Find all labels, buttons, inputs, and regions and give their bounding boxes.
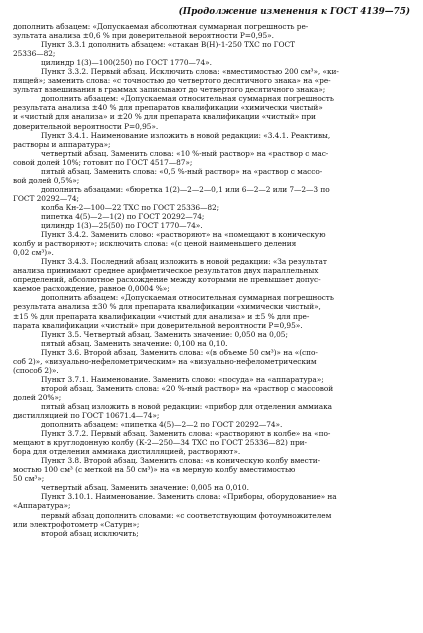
- text-line: анализа принимают среднее арифметическое результатов двух параллельных: [13, 266, 319, 276]
- text-line: дополнить абзацем: «пипетка 4(5)—2—2 по ГОСТ 20292—74».: [41, 420, 283, 430]
- text-line: второй абзац исключить;: [41, 528, 139, 538]
- text-line: Пункт 3.7.1. Наименование. Заменить слово: «посуда» на «аппаратура»;: [41, 374, 324, 384]
- text-line: Пункт 3.4.2. Заменить слово: «растворяют» на «помещают в коническую: [41, 230, 326, 240]
- text-line: «Аппаратура»;: [13, 501, 71, 511]
- text-line: четвертый абзац. Заменить слова: «10 %-ный раствор» на «раствор с мас-: [41, 148, 329, 158]
- text-line: Пункт 3.5. Четвертый абзац. Заменить значение: 0,050 на 0,05;: [41, 329, 288, 339]
- text-line: доверительной вероятности P=0,95».: [13, 121, 159, 131]
- text-line: зультат взвешивания в граммах записывают до четвертого десятичного знака»;: [13, 85, 326, 95]
- text-line: пятый абзац. Заменить значение: 0,100 на 0,10.: [41, 338, 228, 348]
- text-line: парата квалификации «чистый» при доверительной вероятности P=0,95».: [13, 320, 303, 330]
- text-line: 50 см³»;: [13, 474, 45, 484]
- text-line: Пункт 3.3.2. Первый абзац. Исключить слова: «вместимостью 200 см³», «ки-: [41, 67, 339, 77]
- text-line: колбу и растворяют»; исключить слова: «(с ценой наименьшего деления: [13, 239, 297, 249]
- text-line: вой долей 0,5%»;: [13, 175, 80, 185]
- text-line: дистилляцией по ГОСТ 10671.4—74»;: [13, 411, 160, 421]
- text-line: зультата анализа ±0,6 % при доверительной вероятности P=0,95».: [13, 31, 274, 41]
- text-line: дополнить абзацем: «Допускаемая относительная суммарная погрешность: [41, 293, 334, 303]
- text-line: и «чистый для анализа» и ±20 % для препарата квалификации «чистый» при: [13, 112, 316, 122]
- text-line: растворы и аппаратура»;: [13, 139, 111, 149]
- text-line: ГОСТ 20292—74;: [13, 193, 79, 203]
- text-line: второй абзац. Заменить слова: «20 %-ный раствор» на «раствор с массовой: [41, 383, 334, 393]
- text-line: мостью 100 см³ (с меткой на 50 см³)» на «в мерную колбу вместимостью: [13, 465, 296, 475]
- text-line: результата анализа ±30 % для препарата квалификации «химически чистый»,: [13, 302, 321, 312]
- page-header: (Продолжение изменения к ГОСТ 4139—75): [178, 7, 410, 17]
- text-line: пятый абзац. Заменить слова: «0,5 %-ный раствор» на «раствор с массо-: [41, 166, 323, 176]
- text-line: четвертый абзац. Заменить значение: 0,005 на 0,010.: [41, 483, 249, 493]
- text-line: Пункт 3.3.1 дополнить абзацем: «стакан В(Н)-1-250 ТХС по ГОСТ: [41, 40, 295, 50]
- text-line: дополнить абзацем: «Допускаемая относительная суммарная погрешность: [41, 94, 334, 104]
- text-line: дополнить абзацами: «бюретка 1(2)—2—2—0,1 или 6—2—2 или 7—2—3 по: [41, 184, 330, 194]
- text-line: определений, абсолютное расхождение между которыми не превышает допус-: [13, 275, 321, 285]
- text-line: Пункт 3.10.1. Наименование. Заменить слова: «Приборы, оборудование» на: [41, 492, 337, 502]
- text-line: Пункт 3.4.3. Последний абзац изложить в новой редакции: «За результат: [41, 257, 327, 267]
- text-line: соб 2)», «визуально-нефелометрическим» на «визуально-нефелометрическим: [13, 356, 317, 366]
- text-line: цилиндр 1(3)—100(250) по ГОСТ 1770—74».: [41, 58, 212, 68]
- text-line: пящей»; заменить слова: «с точностью до четвертого десятичного знака» на «ре-: [13, 76, 331, 86]
- text-line: колба Кн-2—100—22 ТХС по ГОСТ 25336—82;: [41, 202, 220, 212]
- text-line: пятый абзац изложить в новой редакции: «прибор для отделения аммиака: [41, 401, 333, 411]
- text-line: Пункт 3.7.2. Первый абзац. Заменить слова: «растворяют в колбе» на «по-: [41, 429, 331, 439]
- text-line: цилиндр 1(3)—25(50) по ГОСТ 1770—74».: [41, 221, 203, 231]
- text-line: (способ 2)».: [13, 365, 59, 375]
- text-line: или электрофотометр «Сатурн»;: [13, 519, 140, 529]
- text-line: совой долей 10%; готовят по ГОСТ 4517—87»;: [13, 157, 193, 167]
- text-line: долей 20%»;: [13, 392, 62, 402]
- document-body: [13, 22, 410, 538]
- text-line: результата анализа ±40 % для препаратов квалификации «химически чистый»: [13, 103, 323, 113]
- text-line: Пункт 3.8. Второй абзац. Заменить слова: «в коническую колбу вмести-: [41, 456, 321, 466]
- text-line: 0,02 см³)».: [13, 248, 54, 258]
- text-line: каемое расхождение, равное 0,0004 %»;: [13, 284, 170, 294]
- text-line: Пункт 3.6. Второй абзац. Заменить слова: «(в объеме 50 см³)» на «(спо-: [41, 347, 318, 357]
- text-line: 25336—82;: [13, 49, 56, 59]
- text-line: первый абзац дополнить словами: «с соответствующим фотоумножителем: [41, 510, 332, 520]
- text-line: Пункт 3.4.1. Наименование изложить в новой редакции: «3.4.1. Реактивы,: [41, 130, 331, 140]
- text-line: бора для отделения аммиака дистилляцией, растворяют».: [13, 447, 241, 457]
- text-line: мещают в круглодонную колбу (К-2—250—34 ТХС по ГОСТ 25336—82) при-: [13, 438, 307, 448]
- text-line: ±15 % для препарата квалификации «чистый для анализа» и ±5 % для пре-: [13, 311, 310, 321]
- text-line: пипетка 4(5)—2—1(2) по ГОСТ 20292—74;: [41, 211, 205, 221]
- text-line: дополнить абзацем: «Допускаемая абсолютная суммарная погрешность ре-: [13, 22, 309, 31]
